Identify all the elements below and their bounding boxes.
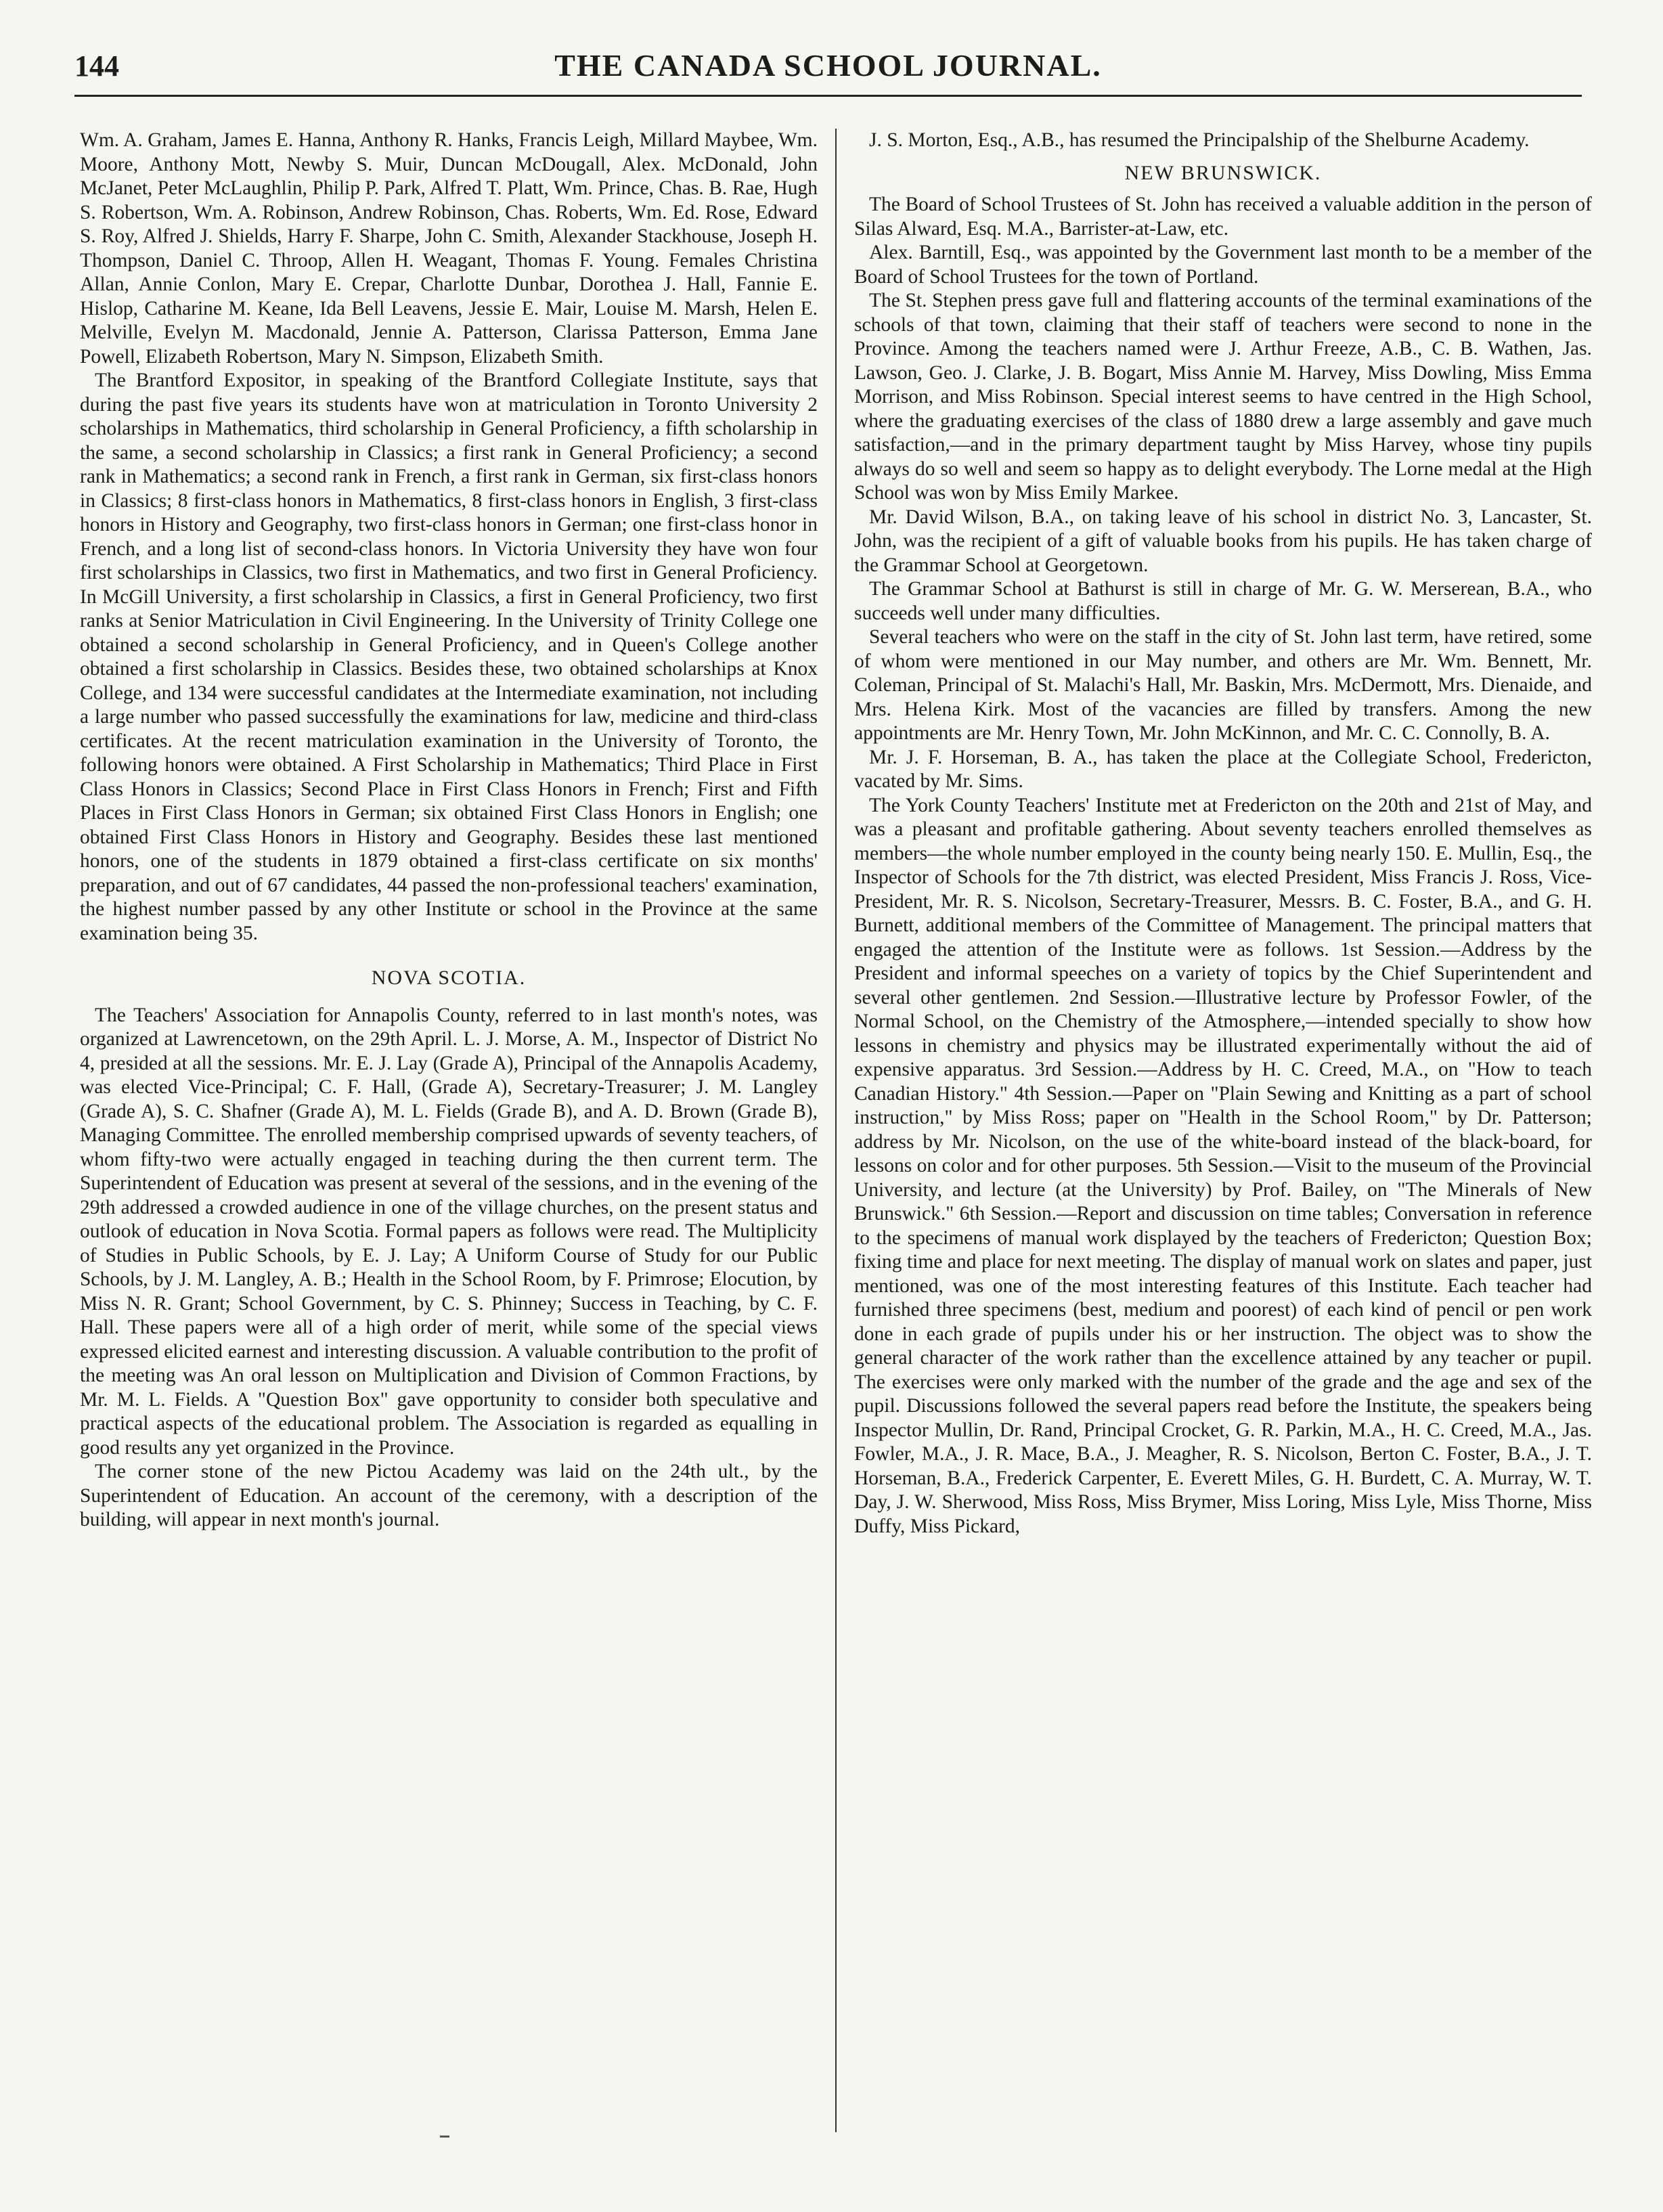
left-column xyxy=(80,129,818,2132)
paragraph: The corner stone of the new Pictou Academy was laid on the 24th ult., by the Superintendent of Education. An account of the ceremony, with a description of the building, will appear in next month's journal. xyxy=(80,1461,818,1530)
paragraph: Several teachers who were on the staff in the city of St. John last term, have retired, some of whom were mentioned in our May number, and others are Mr. Wm. Bennett, Mr. Coleman, Principal of St. Malachi's Hall, Mr. Baskin, Mrs. McDermott, Mrs. Dienaide, and Mrs. Helena Kirk. Most of the vacancies are filled by transfers. Among the new appointments are Mr. Henry Town, Mr. John McKinnon, and Mr. C. C. Connolly, B. A. xyxy=(854,626,1592,744)
print-mark xyxy=(440,2136,449,2138)
section-heading-nova-scotia: NOVA SCOTIA. xyxy=(371,967,527,989)
paragraph: Mr. J. F. Horseman, B. A., has taken the place at the Collegiate School, Fredericton, vacated by Mr. Sims. xyxy=(854,746,1592,792)
section-heading-new-brunswick: NEW BRUNSWICK. xyxy=(1124,161,1322,184)
paragraph: Mr. David Wilson, B.A., on taking leave of his school in district No. 3, Lancaster, St. John, was the recipient of a gift of valuable books from his pupils. He has taken charge of the Grammar School at Georgetown. xyxy=(854,506,1592,576)
page-header xyxy=(74,41,1582,97)
paragraph: The York County Teachers' Institute met at Fredericton on the 20th and 21st of May, and was a pleasant and profitable gathering. About seventy teachers enrolled themselves as members—the whole number employed in the county being nearly 150. E. Mullin, Esq., the Inspector of Schools for the 7th district, was elected President, Miss Francis J. Ross, Vice-President, Mr. R. S. Nicolson, Secretary-Treasurer, Messrs. B. C. Foster, B.A., and G. H. Burnett, additional members of the Committee of Management. The principal matters that engaged the attention of the Institute were as follows. 1st Session.—Address by the President and informal speeches on a variety of topics by the Chief Superintendent and several other gentlemen. 2nd Session.—Illustrative lecture by Professor Fowler, of the Normal School, on the Chemistry of the Atmosphere,—intended specially to show how lessons in chemistry and physics may be illustrated experimentally without the aid of expensive apparatus. 3rd Session.—Address by H. C. Creed, M.A., on "How to teach Canadian History." 4th Session.—Paper on "Plain Sewing and Knitting as a part of school instruction," by Miss Ross; paper on "Health in the School Room," by Dr. Patterson; address by Mr. Nicolson, on the use of the white-board instead of the black-board, for lessons on color and for other purposes. 5th Session.—Visit to the museum of the Provincial University, and lecture (at the University) by Prof. Bailey, on "The Minerals of New Brunswick." 6th Session.—Report and discussion on time tables; Conversation in reference to the specimens of manual work displayed by the teachers of Fredericton; Question Box; fixing time and place for next meeting. The display of manual work on slates and paper, just mentioned, was one of the most interesting features of this Institute. Each teacher had furnished three specimens (best, medium and poorest) of each kind of pencil or pen work done in each grade of pupils under his or her instruction. The object was to show the general character of the work rather than the excellence attained by any teacher or pupil. The exercises were only marked with the number of the grade and the age and sex of the pupil. Discussions followed the several papers read before the Institute, the speakers being Inspector Mullin, Dr. Rand, Principal Crocket, G. R. Parkin, M.A., H. C. Creed, M.A., Jas. Fowler, M.A., J. R. Mace, B.A., J. Meagher, R. S. Nicolson, Berton C. Foster, B.A., J. T. Horseman, B.A., Frederick Carpenter, E. Everett Miles, G. H. Burdett, C. A. Murray, W. T. Day, J. W. Sherwood, Miss Ross, Miss Brymer, Miss Loring, Miss Lyle, Miss Thorne, Miss Duffy, Miss Pickard, xyxy=(854,794,1592,1537)
column-divider xyxy=(835,129,837,2132)
right-column xyxy=(854,129,1592,2132)
paragraph: Wm. A. Graham, James E. Hanna, Anthony R. Hanks, Francis Leigh, Millard Maybee, Wm. Moore, Anthony Mott, Newby S. Muir, Duncan McDougall, Alex. McDonald, John McJanet, Peter McLaughlin, Philip P. Park, Alfred T. Platt, Wm. Prince, Chas. B. Rae, Hugh S. Robertson, Wm. A. Robinson, Andrew Robinson, Chas. Roberts, Wm. Ed. Rose, Edward S. Roy, Alfred J. Shields, Harry F. Sharpe, John C. Smith, Alexander Stackhouse, Joseph H. Thompson, Daniel C. Throop, Allen H. Weagant, Thomas F. Young. Females Christina Allan, Annie Conlon, Mary E. Crepar, Charlotte Dunbar, Dorothea J. Hall, Fannie E. Hislop, Catharine M. Keane, Ida Bell Leavens, Jessie E. Mair, Louise M. Marsh, Helen E. Melville, Evelyn M. Macdonald, Jennie A. Patterson, Clarissa Patterson, Emma Jane Powell, Elizabeth Robertson, Mary N. Simpson, Elizabeth Smith. xyxy=(80,129,818,368)
paragraph: The St. Stephen press gave full and flattering accounts of the terminal examinations of the schools of that town, claiming that their staff of teachers were second to none in the Province. Among the teachers named were J. Arthur Freeze, A.B., C. B. Wathen, Jas. Lawson, Geo. J. Clarke, J. B. Bogart, Miss Annie M. Harvey, Miss Dowling, Miss Emma Morrison, and Miss Robinson. Special interest seems to have centred in the High School, where the graduating exercises of the class of 1880 drew a large assembly and gave much satisfaction,—and in the primary department taught by Miss Harvey, whose tiny pupils always do so well and seem so happy as to delight everybody. The Lorne medal at the High School was won by Miss Emily Markee. xyxy=(854,290,1592,504)
paragraph: The Teachers' Association for Annapolis County, referred to in last month's notes, was organized at Lawrencetown, on the 29th April. L. J. Morse, A. M., Inspector of District No 4, presided at all the sessions. Mr. E. J. Lay (Grade A), Principal of the Annapolis Academy, was elected Vice-Principal; C. F. Hall, (Grade A), Secretary-Treasurer; J. M. Langley (Grade A), S. C. Shafner (Grade A), M. L. Fields (Grade B), and A. D. Brown (Grade B), Managing Committee. The enrolled membership comprised upwards of seventy teachers, of whom fifty-two were actually engaged in teaching during the then current term. The Superintendent of Education was present at several of the sessions, and in the evening of the 29th addressed a crowded audience in one of the village churches, on the present status and outlook of education in Nova Scotia. Formal papers as follows were read. The Multiplicity of Studies in Public Schools, by E. J. Lay; A Uniform Course of Study for our Public Schools, by J. M. Langley, A. B.; Health in the School Room, by F. Primrose; Elocution, by Miss N. R. Grant; School Government, by C. S. Phinney; Success in Teaching, by C. F. Hall. These papers were all of a high order of merit, while some of the special views expressed elicited earnest and interesting discussion. A valuable contribution to the profit of the meeting was An oral lesson on Multiplication and Division of Common Fractions, by Mr. M. L. Fields. A "Question Box" gave opportunity to consider both speculative and practical aspects of the educational problem. The Association is regarded as equalling in good results any yet organized in the Province. xyxy=(80,1004,818,1459)
paragraph: Alex. Barntill, Esq., was appointed by the Government last month to be a member of the Board of School Trustees for the town of Portland. xyxy=(854,242,1592,288)
paragraph: The Grammar School at Bathurst is still in charge of Mr. G. W. Merserean, B.A., who succeeds well under many difficulties. xyxy=(854,578,1592,624)
page-number: 144 xyxy=(74,49,119,83)
paragraph: The Board of School Trustees of St. John has received a valuable addition in the person of Silas Alward, Esq. M.A., Barrister-at-Law, etc. xyxy=(854,194,1592,240)
paragraph: J. S. Morton, Esq., A.B., has resumed the Principalship of the Shelburne Academy. xyxy=(869,129,1530,151)
paragraph: The Brantford Expositor, in speaking of the Brantford Collegiate Institute, says that during the past five years its students have won at matriculation in Toronto University 2 scholarships in Mathematics, third scholarship in General Proficiency, a fifth scholarship in the same, a second scholarship in Classics; a first rank in General Proficiency; a second rank in Mathematics; a second rank in French, a first rank in German, six first-class honors in Classics; 8 first-class honors in Mathematics, 8 first-class honors in English, 3 first-class honors in History and Geography, two first-class honors in German; one first-class honor in French, and a long list of second-class honors. In Victoria University they have won four first scholarships in Classics, two first in Mathematics, and two first in General Proficiency. In McGill University, a first scholarship in Classics, a first in General Proficiency, two first ranks at Senior Matriculation in Civil Engineering. In the University of Trinity College one obtained a second scholarship in General Proficiency, and in Queen's College another obtained a first scholarship in Classics. Besides these, two obtained scholarships at Knox College, and 134 were successful candidates at the Intermediate examination, not including a large number who passed successfully the examinations for law, medicine and third-class certificates. At the recent matriculation examination in the University of Toronto, the following honors were obtained. A First Scholarship in Mathematics; Third Place in First Class Honors in Classics; Second Place in First Class Honors in French; First and Fifth Places in First Class Honors in German; six obtained First Class Honors in English; one obtained First Class Honors in History and Geography. Besides these last mentioned honors, one of the students in 1879 obtained a first-class certificate on six months' preparation, and out of 67 candidates, 44 passed the non-professional teachers' examination, the highest number passed by any other Institute or school in the Province at the same examination being 35. xyxy=(80,370,818,944)
journal-title: THE CANADA SCHOOL JOURNAL. xyxy=(554,48,1102,83)
